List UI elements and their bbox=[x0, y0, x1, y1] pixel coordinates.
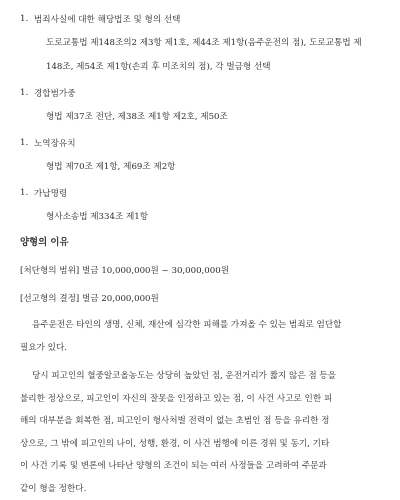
reason-paragraph bbox=[20, 365, 380, 500]
item-title: 가납명령 bbox=[34, 187, 67, 199]
item-number: 1. bbox=[20, 88, 34, 98]
paragraph-line: 상으로, 그 밖에 피고인의 나이, 성행, 환경, 이 사건 범행에 이른 경위 및 동기, 기타 bbox=[20, 433, 380, 456]
paragraph-line: 필요가 있다. bbox=[20, 337, 380, 360]
item-text-line: 형사소송법 제334조 제1항 bbox=[20, 208, 380, 226]
sentence-decision-line: [선고형의 결정] 벌금 20,000,000원 bbox=[20, 290, 380, 308]
item-title: 경합범가중 bbox=[34, 87, 76, 99]
item-heading bbox=[20, 10, 380, 28]
item-number: 1. bbox=[20, 188, 34, 198]
item-heading bbox=[20, 84, 380, 102]
item-title: 노역장유치 bbox=[34, 137, 76, 149]
item-text-line: 도로교통법 제148조의2 제3항 제1호, 제44조 제1항(음주운전의 점), 도로교통법 제 bbox=[20, 34, 380, 52]
paragraph-line: 해의 대부분을 회복한 점, 피고인이 형사처벌 전력이 없는 초범인 점 등을 유리한 정 bbox=[20, 410, 380, 433]
item-text-line: 형법 제70조 제1항, 제69조 제2항 bbox=[20, 158, 380, 176]
paragraph-line: 같이 형을 정한다. bbox=[20, 478, 380, 500]
sentence-range-line: [처단형의 범위] 벌금 10,000,000원 ~ 30,000,000원 bbox=[20, 262, 380, 280]
item-number: 1. bbox=[20, 138, 34, 148]
item-heading bbox=[20, 184, 380, 202]
item-heading bbox=[20, 134, 380, 152]
paragraph-line: 음주운전은 타인의 생명, 신체, 재산에 심각한 피해를 가져올 수 있는 범죄로 엄단할 bbox=[20, 314, 380, 337]
paragraph-line: 불리한 정상으로, 피고인이 자신의 잘못을 인정하고 있는 점, 이 사건 사고로 인한 피 bbox=[20, 388, 380, 411]
reason-paragraph bbox=[20, 314, 380, 359]
item-number: 1. bbox=[20, 14, 34, 24]
paragraph-line: 이 사건 기록 및 변론에 나타난 양형의 조건이 되는 여러 사정들을 고려하여 주문과 bbox=[20, 455, 380, 478]
item-title: 범죄사실에 대한 해당법조 및 형의 선택 bbox=[34, 13, 180, 25]
paragraph-line: 당시 피고인의 혈중알코올농도는 상당히 높았던 점, 운전거리가 짧지 않은 점 등을 bbox=[20, 365, 380, 388]
item-text-line: 148조, 제54조 제1항(손괴 후 미조치의 점), 각 벌금형 선택 bbox=[20, 58, 380, 76]
section-title: 양형의 이유 bbox=[20, 234, 380, 252]
item-text-line: 형법 제37조 전단, 제38조 제1항 제2호, 제50조 bbox=[20, 108, 380, 126]
